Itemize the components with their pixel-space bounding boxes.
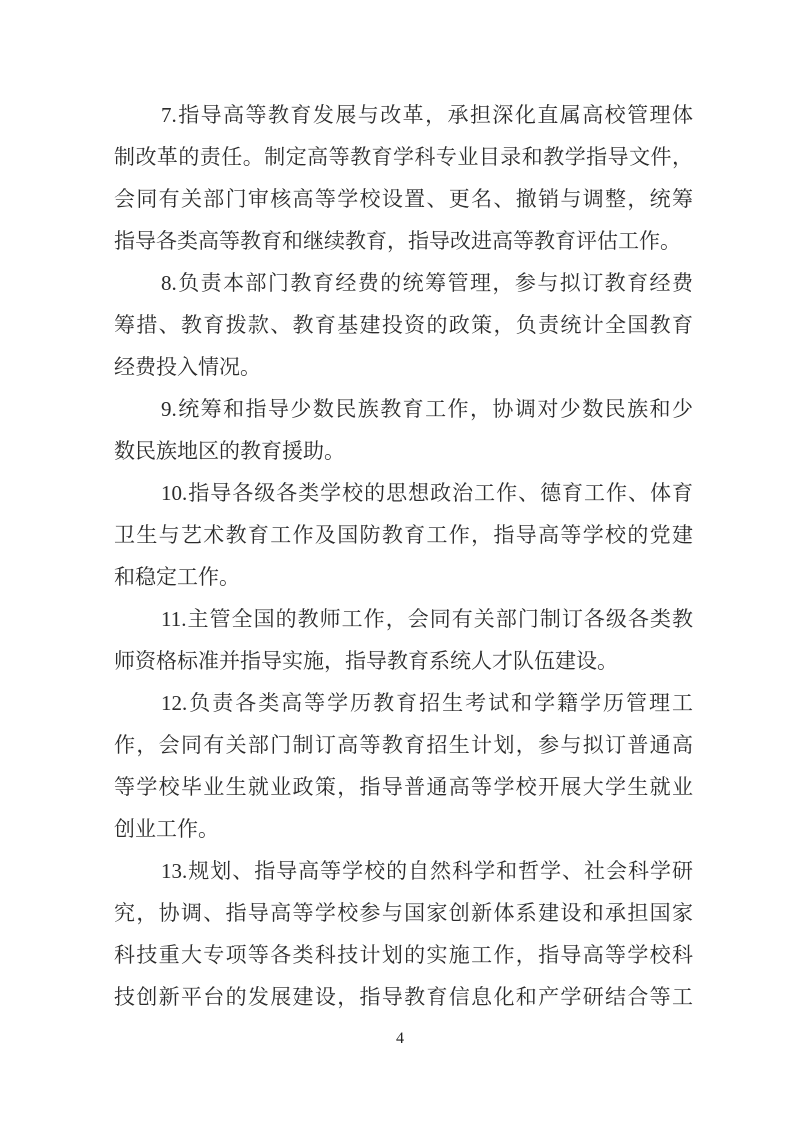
text-line: 究，协调、指导高等学校参与国家创新体系建设和承担国家 [114,901,693,925]
paragraph [114,850,693,1018]
text-line: 筹措、教育拨款、教育基建投资的政策，负责统计全国教育 [114,313,693,337]
paragraph [114,682,693,850]
text-line: 9.统筹和指导少数民族教育工作，协调对少数民族和少 [161,397,693,421]
text-line: 12.负责各类高等学历教育招生考试和学籍学历管理工 [161,691,693,715]
text-line: 10.指导各级各类学校的思想政治工作、德育工作、体育 [161,481,693,505]
text-line: 11.主管全国的教师工作，会同有关部门制订各级各类教 [161,607,693,631]
paragraph [114,262,693,388]
text-line: 作，会同有关部门制订高等教育招生计划，参与拟订普通高 [114,733,693,757]
text-line: 指导各类高等教育和继续教育，指导改进高等教育评估工作。 [114,229,681,253]
text-line: 技创新平台的发展建设，指导教育信息化和产学研结合等工 [114,985,693,1009]
text-line: 创业工作。 [114,817,219,841]
text-line: 卫生与艺术教育工作及国防教育工作，指导高等学校的党建 [114,523,693,547]
text-line: 科技重大专项等各类科技计划的实施工作，指导高等学校科 [114,943,693,967]
paragraph [114,598,693,682]
text-line: 师资格标准并指导实施，指导教育系统人才队伍建设。 [114,649,618,673]
text-line: 13.规划、指导高等学校的自然科学和哲学、社会科学研 [161,859,693,883]
text-line: 8.负责本部门教育经费的统筹管理，参与拟订教育经费 [161,271,693,295]
text-line: 经费投入情况。 [114,355,261,379]
document-body [114,94,693,1018]
text-line: 7.指导高等教育发展与改革，承担深化直属高校管理体 [161,103,693,127]
text-line: 等学校毕业生就业政策，指导普通高等学校开展大学生就业 [114,775,693,799]
page-number: 4 [396,1030,404,1047]
paragraph [114,94,693,262]
text-line: 会同有关部门审核高等学校设置、更名、撤销与调整，统筹 [114,187,693,211]
text-line: 和稳定工作。 [114,565,240,589]
paragraph [114,472,693,598]
text-line: 数民族地区的教育援助。 [114,439,345,463]
paragraph [114,388,693,472]
page-footer [0,1029,800,1049]
text-line: 制改革的责任。制定高等教育学科专业目录和教学指导文件， [114,145,693,169]
